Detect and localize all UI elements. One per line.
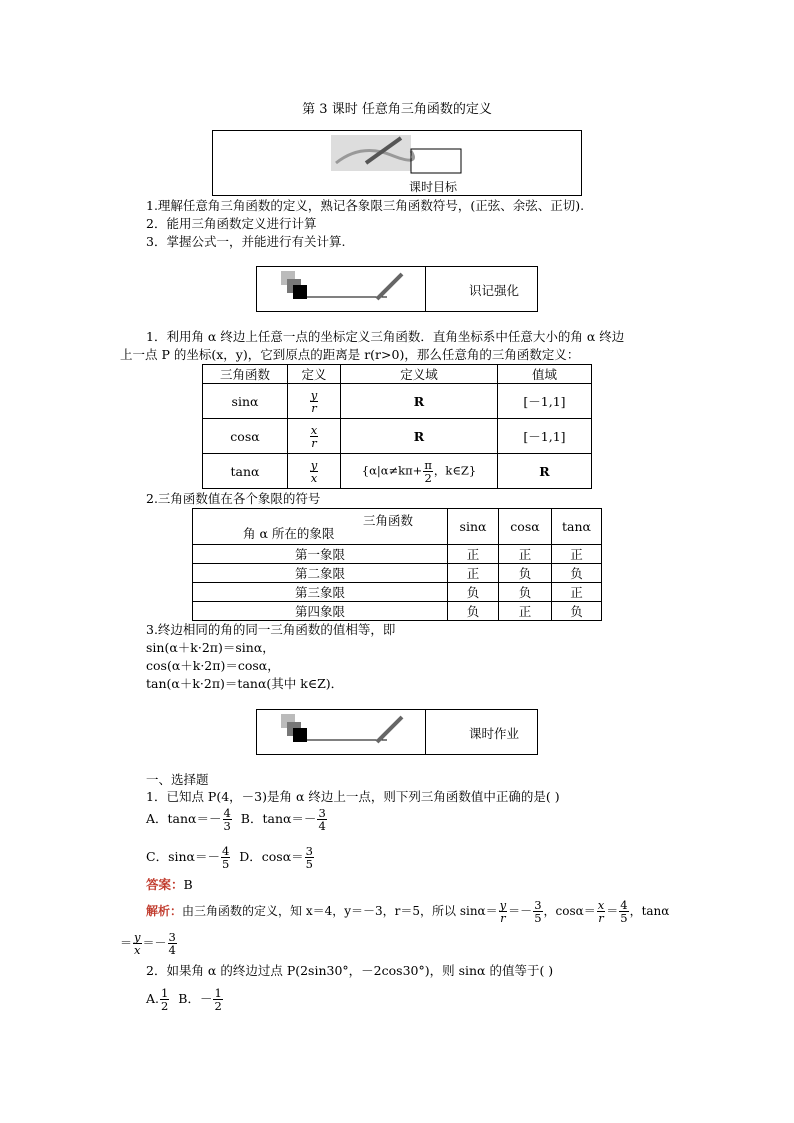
page-title: 第 3 课时 任意角三角函数的定义 — [302, 102, 492, 117]
sign: 负 — [499, 564, 552, 583]
func-def: $\frac{y}{x}$ — [288, 454, 341, 489]
sign: 正 — [552, 583, 602, 602]
col-header: sinα — [448, 509, 499, 545]
func-range: [－1,1] — [498, 384, 592, 419]
recall-p3-line4: tan(α＋k·2π)＝tanα(其中 k∈Z)． — [146, 676, 344, 691]
sign: 正 — [552, 545, 602, 564]
recall-p1-line1: 1．利用角 α 终边上任意一点的坐标定义三角函数．直角坐标系中任意大小的角 α 终边 — [146, 329, 625, 344]
table-row — [203, 454, 592, 489]
q1-options-cd: C．sinα＝－ $\frac{4}{5}$ D．cosα＝ $\frac{3}{5}$ — [146, 844, 313, 871]
recall-p3-line1: 3.终边相同的角的同一三角函数的值相等，即 — [146, 622, 396, 637]
func-domain: {α|α≠kπ+ $\frac{\pi}{2}$ ，k∈Z} — [341, 454, 498, 489]
homework-banner-label: 课时作业 — [469, 726, 520, 741]
goals-banner-label: 课时目标 — [409, 180, 458, 194]
recall-p3-line3: cos(α＋k·2π)＝cosα， — [146, 658, 280, 673]
sign: 正 — [448, 545, 499, 564]
pen-icon — [277, 712, 427, 752]
func-domain: R — [341, 384, 498, 419]
recall-p1-line2: 上一点 P 的坐标(x，y)，它到原点的距离是 r(r>0)，那么任意角的三角函数定义： — [120, 347, 580, 362]
func-domain: R — [341, 419, 498, 454]
recall-banner-label: 识记强化 — [469, 283, 520, 298]
q1-analysis: 解析：由三角函数的定义，知 x＝4，y＝－3，r＝5，所以 sinα＝ $\frac{y}{r}$ ＝－ $\frac{3}{5}$ ，cosα＝ $\frac{x}{r}$ ＝ $\frac{4}{5}$ ，tanα — [146, 898, 670, 925]
func-range: [－1,1] — [498, 419, 592, 454]
sign: 负 — [552, 564, 602, 583]
func-range: R — [498, 454, 592, 489]
table-row — [203, 419, 592, 454]
func-def: $\frac{x}{r}$ — [288, 419, 341, 454]
sign-table — [192, 508, 602, 621]
recall-banner — [256, 266, 538, 312]
table-row — [193, 583, 602, 602]
col-header: tanα — [552, 509, 602, 545]
pen-writing-icon — [331, 133, 466, 177]
table-row — [193, 545, 602, 564]
table-row — [203, 384, 592, 419]
q1-options-ab: A．tanα＝－ $\frac{4}{3}$ B．tanα＝－ $\frac{3}{4}$ — [146, 806, 326, 833]
goal-1: 1.理解任意角三角函数的定义，熟记各象限三角函数符号，(正弦、余弦、正切). — [146, 198, 585, 213]
recall-p3-line2: sin(α＋k·2π)＝sinα， — [146, 640, 275, 655]
q2-stem: 2．如果角 α 的终边过点 P(2sin30°，－2cos30°)，则 sinα 的值等于( ) — [146, 963, 554, 978]
q1-answer: 答案：B — [146, 877, 193, 892]
homework-banner — [256, 709, 538, 755]
q1-stem: 1．已知点 P(4，－3)是角 α 终边上一点，则下列三角函数值中正确的是( ) — [146, 789, 560, 804]
col-header: 定义域 — [341, 365, 498, 384]
sign: 正 — [448, 564, 499, 583]
func-name: sinα — [203, 384, 288, 419]
quadrant: 第二象限 — [193, 564, 448, 583]
corner-bottom: 角 α 所在的象限 — [243, 526, 335, 541]
sign: 负 — [552, 602, 602, 621]
q1-analysis-cont: ＝ $\frac{y}{x}$ ＝－ $\frac{3}{4}$ — [120, 930, 176, 957]
col-header: cosα — [499, 509, 552, 545]
quadrant: 第一象限 — [193, 545, 448, 564]
col-header: 值域 — [498, 365, 592, 384]
sign: 正 — [499, 545, 552, 564]
q2-options-ab: A. $\frac{1}{2}$ B．－ $\frac{1}{2}$ — [146, 986, 222, 1013]
section-heading: 一、选择题 — [146, 772, 209, 787]
sign: 负 — [448, 602, 499, 621]
quadrant: 第三象限 — [193, 583, 448, 602]
definition-table — [202, 364, 592, 489]
table-row — [193, 564, 602, 583]
goals-banner — [212, 130, 582, 196]
func-name: cosα — [203, 419, 288, 454]
col-header: 定义 — [288, 365, 341, 384]
col-header: 三角函数 — [203, 365, 288, 384]
goal-2: 2．能用三角函数定义进行计算 — [146, 216, 317, 231]
goal-3: 3．掌握公式一，并能进行有关计算. — [146, 234, 346, 249]
func-name: tanα — [203, 454, 288, 489]
table-row — [193, 602, 602, 621]
sign: 正 — [499, 602, 552, 621]
sign: 负 — [499, 583, 552, 602]
corner-cell — [193, 509, 448, 545]
corner-top: 三角函数 — [362, 513, 413, 528]
sign: 负 — [448, 583, 499, 602]
pen-icon — [277, 269, 427, 309]
quadrant: 第四象限 — [193, 602, 448, 621]
func-def: $\frac{y}{r}$ — [288, 384, 341, 419]
recall-p2-title: 2.三角函数值在各个象限的符号 — [146, 491, 321, 506]
